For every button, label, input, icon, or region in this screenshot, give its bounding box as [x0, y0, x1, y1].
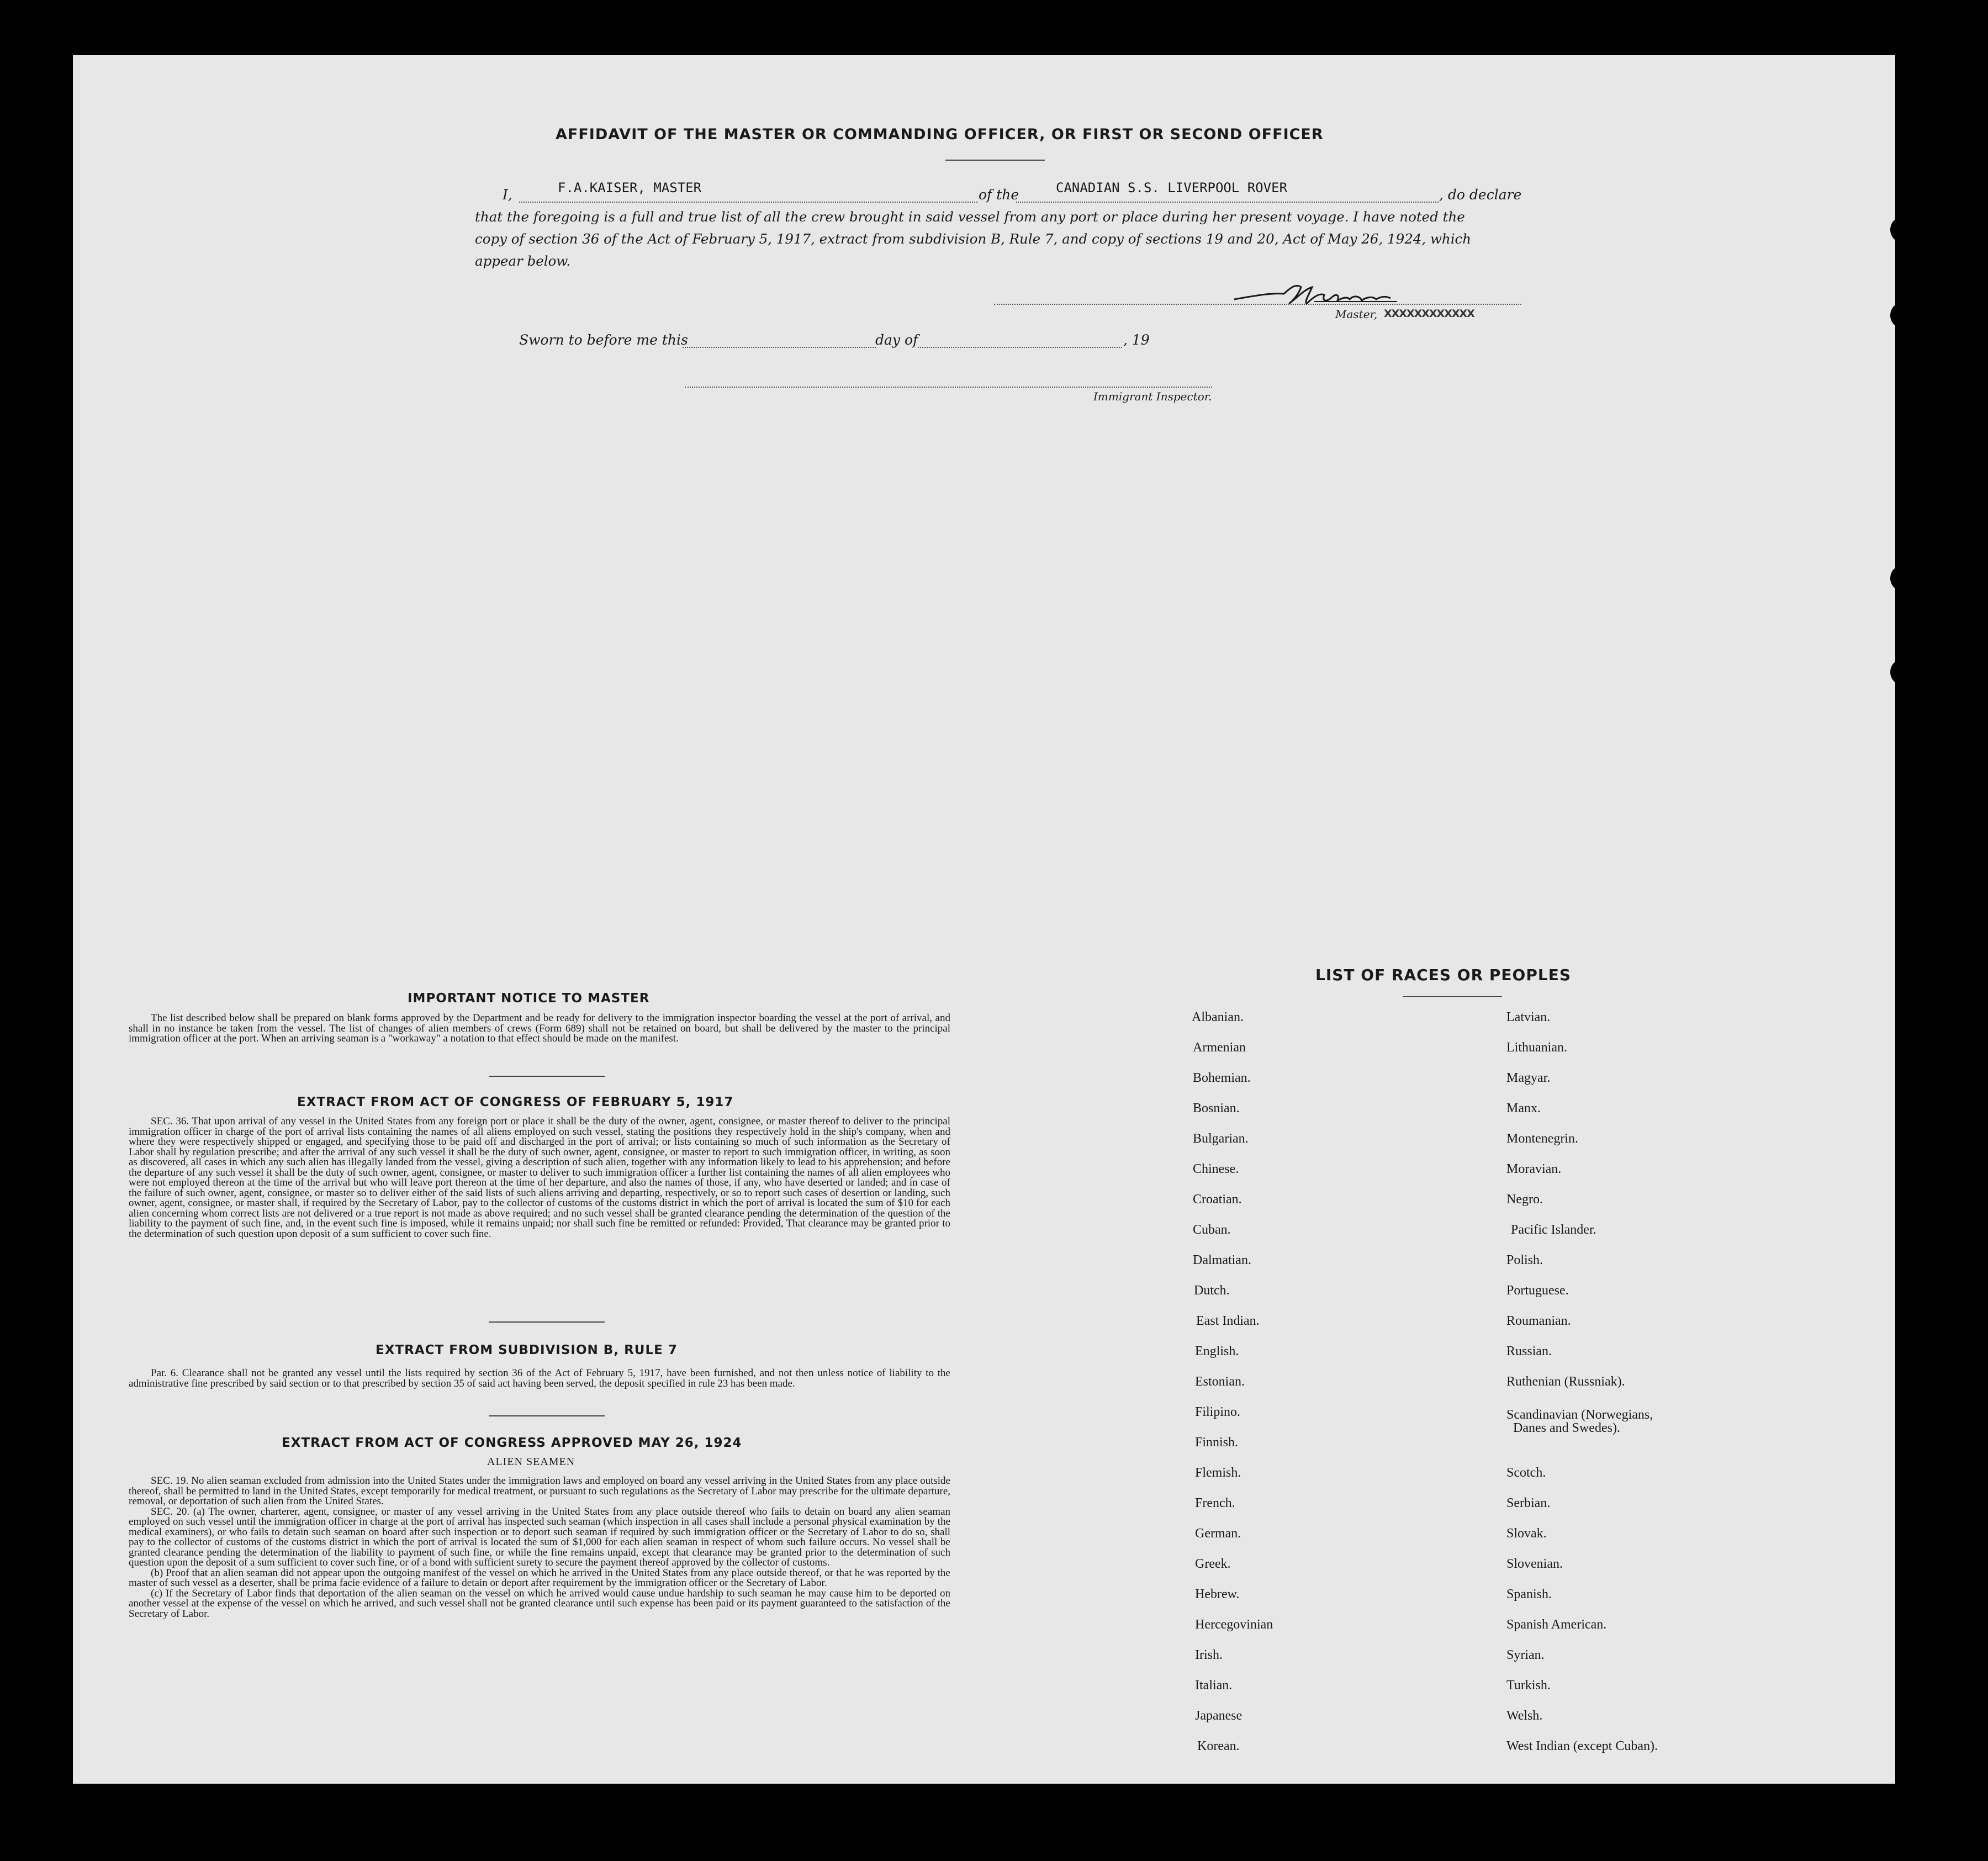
section-19-text: SEC. 19. No alien seaman excluded from admission into the United States under the immigration laws and employed on board any vessel arriving in the United States from any place outside thereof, shall be permitted to land in the United States, except temporarily for medical treatment, or pursuant to such regulations as the Secretary of Labor may prescribe for the ultimate departure, removal, or deportation of such alien from the United States.: [129, 1475, 950, 1507]
do-declare-label: , do declare: [1439, 187, 1522, 203]
race-item: Spanish.: [1506, 1587, 1552, 1601]
rule-7-title: EXTRACT FROM SUBDIVISION B, RULE 7: [376, 1343, 678, 1357]
race-item: Flemish.: [1195, 1466, 1241, 1480]
section-36-text: SEC. 36. That upon arrival of any vessel in the United States from any foreign port or place it shall be the duty of the owner, agent, consignee, or master thereof to deliver to the principal immigration officer in charge of the port of arrival lists containing the names of all aliens employed on such vessel, stating the positions they respectively hold in the ship's company, when and where they were respectively shipped or engaged, and specifying those to be paid off and discharged in the port of arrival; or lists containing so much of such information as the Secretary of Labor shall by regulation prescribe; and after the arrival of any such vessel it shall be the duty of such owner, agent, consignee, or master to report to such immigration officer, in writing, as soon as discovered, all cases in which any such alien has illegally landed from the vessel, giving a description of such alien, together with any information likely to lead to his apprehension; and before the departure of any such vessel it shall be the duty of such owner, agent, consignee, or master to deliver to such immigration officer a further list containing the names of all alien employees who were not employed thereon at the time of the arrival but who will leave port thereon at the time of her departure, and also the names of those, if any, who have deserted or landed; and in case of the failure of such owner, agent, consignee, or master so to deliver either of the said lists of such aliens arriving and departing, respectively, or so to report such cases of desertion or landing, such owner, agent, consignee, or master shall, if required by the Secretary of Labor, pay to the collector of customs of the customs district in which the port of arrival is located the sum of $10 for each alien concerning whom correct lists are not delivered or a true report is not made as above required; and no such vessel shall be granted clearance pending the determination of the question of the liability to the payment of such fine, and, in the event such fine is imposed, while it remains unpaid; nor shall such fine be remitted or refunded: Provided, That clearance may be granted prior to the determination of such question upon deposit of a sum sufficient to cover such fine.: [129, 1115, 950, 1240]
vessel-name: CANADIAN S.S. LIVERPOOL ROVER: [1056, 180, 1288, 195]
race-item: Italian.: [1195, 1678, 1233, 1693]
race-item: Welsh.: [1506, 1709, 1543, 1723]
race-item: Finnish.: [1195, 1435, 1239, 1450]
day-of-label: day of: [875, 332, 918, 348]
race-item: Dutch.: [1194, 1283, 1230, 1298]
punch-hole: [1890, 216, 1917, 243]
signature-caption: Master,: [1335, 308, 1378, 321]
extract-1917-title: EXTRACT FROM ACT OF CONGRESS OF FEBRUARY 5, 1917: [297, 1095, 734, 1109]
race-item: Croatian.: [1193, 1192, 1242, 1207]
races-title-underline: [1403, 996, 1502, 997]
race-item: East Indian.: [1196, 1314, 1260, 1328]
race-item: Chinese.: [1193, 1162, 1239, 1176]
race-item: Negro.: [1506, 1192, 1543, 1207]
race-item: Roumanian.: [1506, 1314, 1571, 1328]
race-item: Filipino.: [1195, 1405, 1241, 1419]
punch-hole: [1907, 1509, 1933, 1535]
race-item: Polish.: [1506, 1253, 1543, 1267]
extract-1924-body: [129, 1476, 950, 1619]
race-item: Ruthenian (Russniak).: [1506, 1374, 1625, 1389]
inspector-line: [685, 387, 1212, 388]
race-item: Pacific Islander.: [1511, 1223, 1596, 1237]
year-prefix: , 19: [1123, 332, 1150, 348]
race-item: Turkish.: [1506, 1678, 1551, 1693]
race-item: Bosnian.: [1193, 1101, 1240, 1115]
divider: [489, 1415, 605, 1416]
title-underline: [945, 160, 1045, 161]
notice-body: [129, 1013, 950, 1044]
divider: [489, 1321, 605, 1323]
race-item: Greek.: [1195, 1557, 1231, 1571]
affidavit-line-4: appear below.: [475, 253, 571, 269]
race-item: English.: [1195, 1344, 1239, 1358]
race-item: Syrian.: [1506, 1648, 1545, 1662]
sworn-month-line: [918, 347, 1122, 348]
race-item: Russian.: [1506, 1344, 1552, 1358]
section-20c-text: (c) If the Secretary of Labor finds that deportation of the alien seaman on the vessel on which he arrived would cause undue hardship to such seaman he may cause him to be deported on another vessel at the expense of the vessel on which he arrived, and such vessel shall not be granted clearance until such expense has been paid or its payment guaranteed to the satisfaction of the Secretary of Labor.: [129, 1587, 950, 1620]
race-item: Hebrew.: [1195, 1587, 1240, 1601]
alien-seamen-subtitle: ALIEN SEAMEN: [487, 1456, 575, 1468]
punch-hole: [1890, 659, 1917, 685]
extract-1924-title: EXTRACT FROM ACT OF CONGRESS APPROVED MAY 26, 1924: [282, 1436, 742, 1450]
race-item: Moravian.: [1506, 1162, 1562, 1176]
sworn-label: Sworn to before me this: [519, 332, 688, 348]
races-title: LIST OF RACES OR PEOPLES: [1315, 966, 1571, 984]
punch-hole: [1890, 565, 1917, 591]
race-item: Danes and Swedes).: [1513, 1421, 1620, 1435]
race-item: Bohemian.: [1193, 1071, 1251, 1085]
name-field-line: [519, 202, 977, 203]
race-item: Latvian.: [1506, 1010, 1551, 1024]
punch-hole: [1905, 1593, 1932, 1620]
punch-hole: [1890, 302, 1917, 329]
sworn-day-line: [683, 347, 876, 348]
notice-paragraph: The list described below shall be prepared on blank forms approved by the Department and be ready for delivery to the immigration inspector boarding the vessel at the port of arrival, and shall in no instance be taken from the vessel. The list of changes of alien members of crews (Form 689) shall not be retained on board, but shall be delivered by the master to the principal immigration officer at the port. When an arriving seaman is a "workaway" a notation to that effect should be made on the manifest.: [129, 1012, 950, 1044]
race-item: Scotch.: [1506, 1466, 1546, 1480]
race-item: Dalmatian.: [1193, 1253, 1251, 1267]
race-item: Irish.: [1195, 1648, 1223, 1662]
race-item: Korean.: [1197, 1739, 1240, 1753]
affidavit-title: AFFIDAVIT OF THE MASTER OR COMMANDING OFFICER, OR FIRST OR SECOND OFFICER: [556, 126, 1324, 143]
race-item: West Indian (except Cuban).: [1506, 1739, 1658, 1753]
rule-7-body: [129, 1368, 950, 1389]
inspector-caption: Immigrant Inspector.: [1093, 390, 1212, 403]
race-item: Magyar.: [1506, 1071, 1551, 1085]
section-20b-text: (b) Proof that an alien seaman did not appear upon the outgoing manifest of the vessel on which he arrived in the United States from any place outside thereof, or that he was reported by the master of such vessel as a deserter, shall be prima facie evidence of a failure to detain or deport after requirement by the immigration officer or the Secretary of Labor.: [129, 1567, 950, 1589]
race-item: Lithuanian.: [1506, 1040, 1567, 1055]
race-item: Bulgarian.: [1193, 1132, 1249, 1146]
race-item: French.: [1195, 1496, 1235, 1510]
race-item: German.: [1195, 1526, 1241, 1541]
race-item: Slovenian.: [1506, 1557, 1563, 1571]
rule-7-paragraph: Par. 6. Clearance shall not be granted any vessel until the lists required by section 36 of the Act of February 5, 1917, have been furnished, and not then unless notice of liability to the administrative fine prescribed by said section or to that prescribed by section 35 of said act having been served, the deposit specified in rule 23 has been made.: [129, 1367, 950, 1389]
master-name: F.A.KAISER, MASTER: [558, 180, 702, 195]
race-item: Slovak.: [1506, 1526, 1547, 1541]
punch-hole: [1902, 1247, 1929, 1273]
affidavit-prefix: I,: [503, 187, 512, 203]
affidavit-line-3: copy of section 36 of the Act of February 5, 1917, extract from subdivision B, Rule 7, and copy of sections 19 and 20, Act of May 26, 1924, which: [475, 231, 1472, 247]
race-item: Scandinavian (Norwegians,: [1506, 1408, 1653, 1422]
punch-hole: [1902, 1159, 1929, 1185]
affidavit-line-2: that the foregoing is a full and true list of all the crew brought in said vessel from any port or place during her present voyage. I have noted the: [475, 209, 1465, 225]
race-item: Cuban.: [1193, 1223, 1231, 1237]
race-item: Albanian.: [1192, 1010, 1244, 1024]
struck-officer-text: XXXXXXXXXXXX: [1384, 308, 1474, 320]
race-item: Montenegrin.: [1506, 1132, 1578, 1146]
of-the-label: of the: [979, 187, 1019, 203]
race-item: Estonian.: [1195, 1374, 1245, 1389]
divider: [489, 1076, 605, 1077]
extract-1917-body: [129, 1117, 950, 1239]
race-item: Manx.: [1506, 1101, 1541, 1115]
race-item: Hercegovinian: [1195, 1617, 1273, 1632]
section-20a-text: SEC. 20. (a) The owner, charterer, agent, consignee, or master of any vessel arriving in the United States from any place outside thereof who fails to detain on board any alien seaman employed on such vessel until the immigration officer in charge at the port of arrival has inspected such seaman (which inspection in all cases shall include a personal physical examination by the medical examiners), or who fails to detain such seaman on board after such inspection or to deport such seaman if required by such immigration officer or the Secretary of Labor to do so, shall pay to the collector of customs of the customs district in which the port of arrival is located the sum of $1,000 for each alien seaman in respect of whom such failure occurs. No vessel shall be granted clearance pending the determination of the liability to payment of such fine, or while the fine remains unpaid, except that clearance may be granted prior to the determination of such question upon the deposit of a sum sufficient to cover such fine, or of a bond with sufficient surety to secure the payment thereof approved by the collector of customs.: [129, 1505, 950, 1568]
notice-title: IMPORTANT NOTICE TO MASTER: [408, 991, 650, 1006]
race-item: Spanish American.: [1506, 1617, 1607, 1632]
race-item: Japanese: [1195, 1709, 1242, 1723]
race-item: Serbian.: [1506, 1496, 1551, 1510]
vessel-field-line: [1016, 202, 1439, 203]
race-item: Portuguese.: [1506, 1283, 1569, 1298]
race-item: Armenian: [1193, 1040, 1246, 1055]
